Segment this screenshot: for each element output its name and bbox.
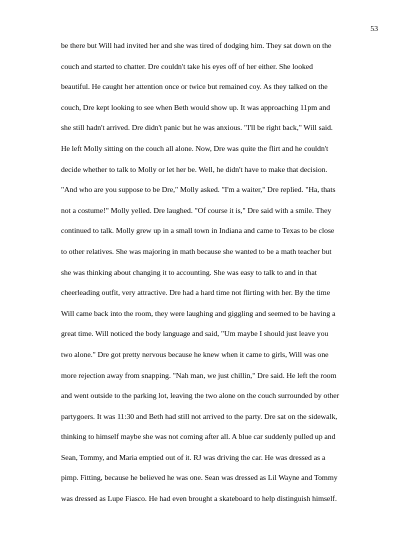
- text-line: not a costume!" Molly yelled. Dre laughed. "Of course it is," Dre said with a smile. They: [61, 205, 332, 215]
- text-line: Will came back into the room, they were laughing and giggling and seemed to be having a: [61, 308, 336, 318]
- text-line: was dressed as Lupe Fiasco. He had even brought a skateboard to help distinguish himself.: [61, 494, 337, 504]
- body-paragraph: [61, 36, 367, 510]
- text-line: partygoers. It was 11:30 and Beth had still not arrived to the party. Dre sat on the sidewalk,: [61, 411, 338, 421]
- text-line: she still hadn't arrived. Dre didn't panic but he was anxious. "I'll be right back," Will said.: [61, 123, 333, 133]
- text-line: she was thinking about changing it to accounting. She was easy to talk to and in that: [61, 267, 317, 277]
- text-line: beautiful. He caught her attention once or twice but remained coy. As they talked on the: [61, 82, 328, 92]
- text-line: more rejection away from snapping. "Nah man, we just chillin," Dre said. He left the room: [61, 370, 337, 380]
- text-line: "And who are you suppose to be Dre," Molly asked. "I'm a waiter," Dre replied. "Ha, thats: [61, 185, 336, 195]
- text-line: cheerleading outfit, very attractive. Dre had a hard time not flirting with her. By the time: [61, 288, 331, 298]
- text-line: He left Molly sitting on the couch all alone. Now, Dre was quite the flirt and he couldn't: [61, 143, 329, 153]
- text-line: decide whether to talk to Molly or let her be. Well, he didn't have to make that decision.: [61, 164, 328, 174]
- text-line: be there but Will had invited her and she was tired of dodging him. They sat down on the: [61, 41, 332, 50]
- page-number: 53: [370, 24, 378, 33]
- text-line: great time. Will noticed the body language and said, "Um maybe I should just leave you: [61, 329, 329, 339]
- text-line: continued to talk. Molly grew up in a small town in Indiana and came to Texas to be close: [61, 226, 335, 236]
- text-line: couch, Dre kept looking to see when Beth would show up. It was approaching 11pm and: [61, 102, 331, 112]
- text-line: pimp. Fitting, because he believed he was one. Sean was dressed as Lil Wayne and Tommy: [61, 473, 338, 483]
- text-line: couch and started to chatter. Dre couldn't take his eyes off of her either. She looked: [61, 61, 313, 71]
- text-line: two alone." Dre got pretty nervous because he knew when it came to girls, Will was one: [61, 349, 329, 359]
- text-line: Sean, Tommy, and Maria emptied out of it. RJ was driving the car. He was dressed as a: [61, 452, 326, 462]
- text-line: and went outside to the parking lot, leaving the two alone on the couch surrounded by other: [61, 391, 340, 401]
- text-line: thinking to himself maybe she was not coming after all. A blue car suddenly pulled up and: [61, 432, 336, 442]
- text-line: to other relatives. She was majoring in math because she wanted to be a math teacher but: [61, 246, 332, 256]
